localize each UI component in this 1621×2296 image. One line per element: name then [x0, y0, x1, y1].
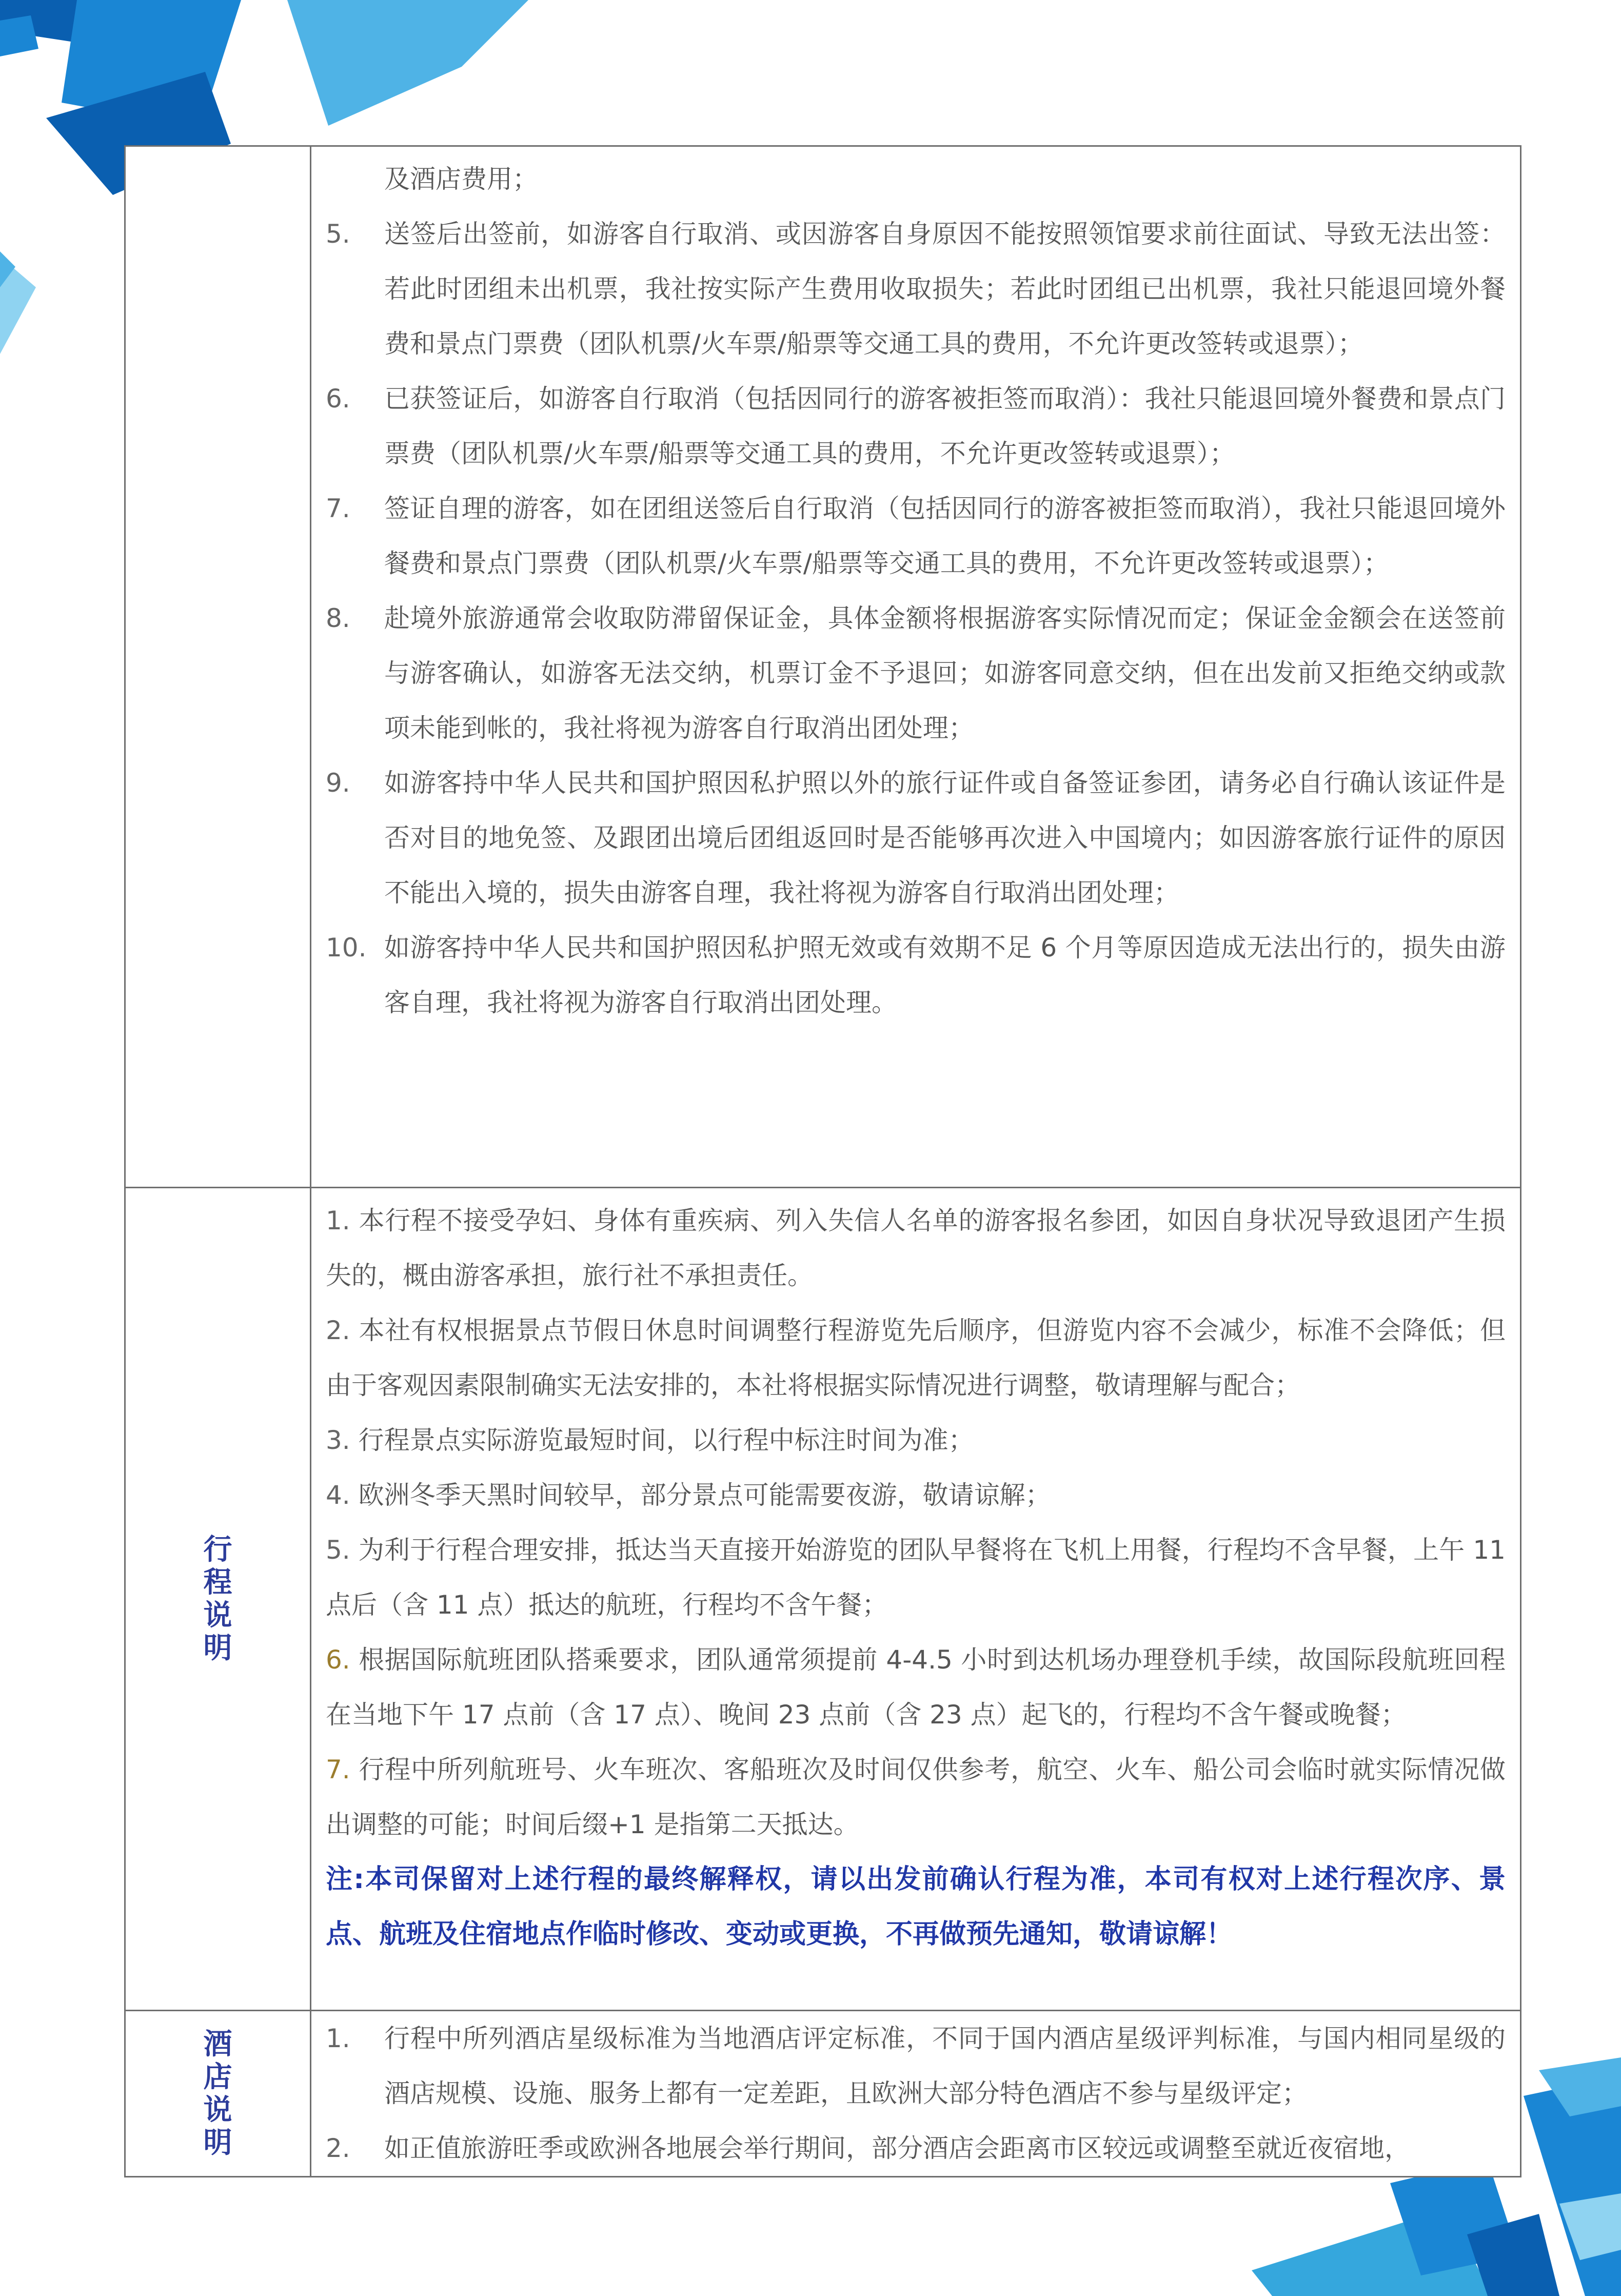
itinerary-label-cell: [125, 1188, 311, 2011]
list-item: 2. 如正值旅游旺季或欧洲各地展会举行期间，部分酒店会距离市区较远或调整至就近夜宿地，: [326, 2133, 1410, 2163]
list-item: 10. 如游客持中华人民共和国护照因私护照无效或有效期不足 6 个月等原因造成无法出行的，损失由游客自理，我社将视为游客自行取消出团处理。: [326, 933, 1506, 1017]
cancel-label-cell: [125, 146, 311, 1188]
list-item: 7. 行程中所列航班号、火车班次、客船班次及时间仅供参考，航空、火车、船公司会临时就实际情况做出调整的可能；时间后缀+1 是指第二天抵达。: [326, 1755, 1506, 1839]
continued-text: 及酒店费用；: [384, 164, 538, 194]
list-item: 8. 赴境外旅游通常会收取防滞留保证金，具体金额将根据游客实际情况而定；保证金金额会在送签前与游客确认，如游客无法交纳，机票订金不予退回；如游客同意交纳，但在出发前又拒绝交纳或款项未能到帐的，我社将视为游客自行取消出团处理；: [326, 603, 1506, 743]
list-item: 5. 送签后出签前，如游客自行取消、或因游客自身原因不能按照领馆要求前往面试、导致无法出签：若此时团组未出机票，我社按实际产生费用收取损失；若此时团组已出机票，我社只能退回境外餐费和景点门票费（团队机票/火车票/船票等交通工具的费用，不允许更改签转或退票）；: [326, 219, 1506, 359]
itinerary-terms-table: [124, 145, 1521, 2177]
itinerary-content-cell: [311, 1188, 1521, 2011]
section-label: 行程说明: [203, 1533, 232, 1665]
list-item: 3. 行程景点实际游览最短时间，以行程中标注时间为准；: [326, 1425, 974, 1455]
hotel-content-cell: [311, 2011, 1521, 2177]
list-item: 6. 根据国际航班团队搭乘要求，团队通常须提前 4-4.5 小时到达机场办理登机手续，故国际段航班回程在当地下午 17 点前（含 17 点）、晚间 23 点前（含 23 点）起飞的，行程均不含午餐或晚餐；: [326, 1645, 1506, 1730]
list-item: 7. 签证自理的游客，如在团组送签后自行取消（包括因同行的游客被拒签而取消），我社只能退回境外餐费和景点门票费（团队机票/火车票/船票等交通工具的费用，不允许更改签转或退票）；: [326, 494, 1506, 578]
list-item: 6. 已获签证后，如游客自行取消（包括因同行的游客被拒签而取消）：我社只能退回境外餐费和景点门票费（团队机票/火车票/船票等交通工具的费用，不允许更改签转或退票）；: [326, 384, 1506, 468]
list-item: 2. 本社有权根据景点节假日休息时间调整行程游览先后顺序，但游览内容不会减少，标准不会降低；但由于客观因素限制确实无法安排的，本社将根据实际情况进行调整，敬请理解与配合；: [326, 1316, 1506, 1400]
disclaimer-note: 注:本司保留对上述行程的最终解释权，请以出发前确认行程为准，本司有权对上述行程次序、景点、航班及住宿地点作临时修改、变动或更换，不再做预先通知，敬请谅解！: [326, 1864, 1506, 1950]
section-label: 酒店说明: [203, 2027, 232, 2160]
list-item: 4. 欧洲冬季天黑时间较早，部分景点可能需要夜游，敬请谅解；: [326, 1480, 1051, 1510]
list-item: 1. 本行程不接受孕妇、身体有重疾病、列入失信人名单的游客报名参团，如因自身状况导致退团产生损失的，概由游客承担，旅行社不承担责任。: [326, 1206, 1506, 1290]
list-item: 1. 行程中所列酒店星级标准为当地酒店评定标准，不同于国内酒店星级评判标准，与国内相同星级的酒店规模、设施、服务上都有一定差距，且欧洲大部分特色酒店不参与星级评定；: [326, 2024, 1506, 2108]
hotel-label-cell: [125, 2011, 311, 2177]
cancel-content-cell: [311, 146, 1521, 1188]
list-item: 9. 如游客持中华人民共和国护照因私护照以外的旅行证件或自备签证参团，请务必自行确认该证件是否对目的地免签、及跟团出境后团组返回时是否能够再次进入中国境内；如因游客旅行证件的原因不能出入境的，损失由游客自理，我社将视为游客自行取消出团处理；: [326, 768, 1506, 908]
list-item: 5. 为利于行程合理安排，抵达当天直接开始游览的团队早餐将在飞机上用餐，行程均不含早餐，上午 11 点后（含 11 点）抵达的航班，行程均不含午餐；: [326, 1535, 1506, 1620]
